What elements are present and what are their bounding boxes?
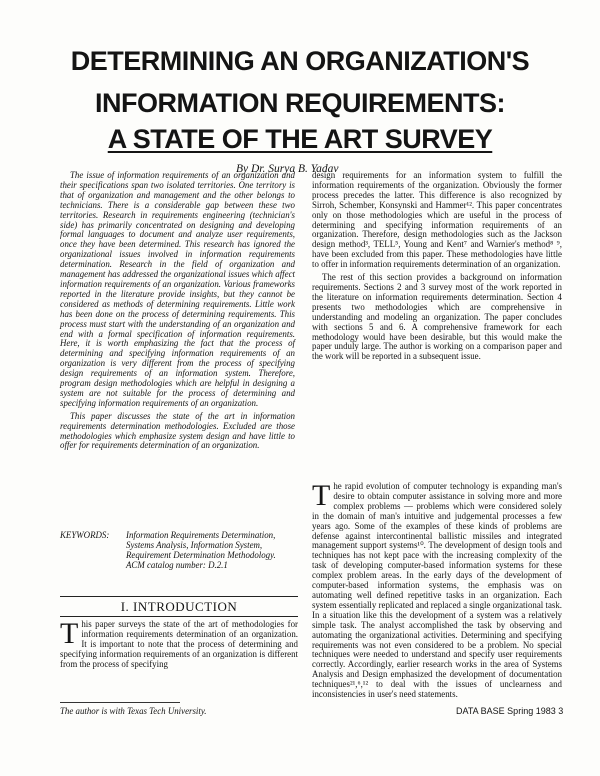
title-line-1: DETERMINING AN ORGANIZATION'S xyxy=(70,46,530,76)
author-byline: By Dr. Surya B. Yadav xyxy=(236,163,339,175)
page-footer: DATA BASE Spring 1983 3 xyxy=(456,706,564,716)
introduction-paragraph-1 xyxy=(60,617,298,670)
right-column-lower xyxy=(312,479,562,703)
right-paragraph-3 xyxy=(312,479,562,700)
acm-catalog-number: ACM catalog number: D.2.1 xyxy=(126,559,228,570)
title-line-3: A STATE OF THE ART SURVEY xyxy=(107,124,493,154)
drop-cap: T xyxy=(312,479,331,512)
keywords-label: KEYWORDS: xyxy=(60,530,110,540)
introduction-paragraph-1-text: his paper surveys the state of the art of methodologies for information requirements determination of an organization. It is important to note that the process of determining and specifying information requirements of an organization is different from the process of specifying xyxy=(60,619,298,669)
title-line-2: INFORMATION REQUIREMENTS: xyxy=(95,88,505,118)
introduction-text xyxy=(60,617,298,673)
abstract-paragraph-1: The issue of information requirements of an organization and their specifications span two isolated territories. One territory is that of organization and management and the other belongs to technicians. There is a considerable gap between these two territories. Research in requirements engineering (technician's side) has primarily concentrated on designing and developing formal languages to document and analyze user requirements, once they have been determined. This research has ignored the organizational issues involved in information requirements determination. Research in the field of organization and management has addressed the organizational issues which affect information requirements of an organization. Various frameworks reported in the literature provide insights, but they cannot be considered as methods of determining requirements. Little work has been done on the process of determining requirements. This process must start with the understanding of an organization and end with a formal specification of information requirements. Here, it is worth emphasizing the fact that the process of determining and specifying information requirements of an organization is very different from the process of specifying design requirements of an information system. Therefore, program design methodologies which are helpful in designing a system are not suitable for the process of determining and specifying information requirements of an organization. xyxy=(60,170,295,408)
abstract xyxy=(60,171,295,454)
right-paragraph-3-text: he rapid evolution of computer technology is expanding man's desire to obtain computer assistance in solving more and more complex problems — problems which were considered solely in the domain of man's intuitive and judgemental processes a few years ago. Some of the examples of these kinds of problems are defense against intercontinental ballistic missiles and integrated management support systems¹⁰. The development of design tools and techniques has not kept pace with the increasing complexity of the task of developing computer-based information systems for these complex problem areas. In the early days of the development of computer-based information systems, the emphasis was on automating well defined repetitive tasks in an organization. Each system essentially replicated and replaced a single organizational task. In a situation like this the development of a system was a relatively simple task. The analyst accomplished the task by observing and automating the organizational activities. Determining and specifying requirements was not even considered to be a problem. No special techniques were needed to understand and specify user requirements correctly. Accordingly, earlier research works in the area of Systems Analysis and Design emphasized the development of documentation techniques²¹,⁶,¹² to deal with the issues of unclearness and inconsistencies in user's need statements. xyxy=(312,481,562,700)
footnote: The author is with Texas Tech University. xyxy=(60,706,207,716)
right-paragraph-2: The rest of this section provides a background on information requirements. Sections 2 and 3 survey most of the work reported in the literature on information requirements determination. Section 4 presents two methodologies which are comprehensive in understanding and modeling an organization. The paper concludes with sections 5 and 6. A comprehensive framework for each methodology would have been desirable, but this would make the paper unduly large. The author is working on a comparison paper and the work will be reported in a subsequent issue. xyxy=(312,272,562,362)
keywords-list: Information Requirements Determination, Systems Analysis, Information System, Requirement Determination Methodology. xyxy=(126,530,276,560)
right-column-upper xyxy=(312,171,562,365)
footnote-rule xyxy=(60,702,180,703)
section-heading-introduction: I. INTRODUCTION xyxy=(60,596,298,617)
abstract-paragraph-2: This paper discusses the state of the art in information requirements determination methodologies. Excluded are those methodologies which emphasize system design and have little to offer for requirements determination of an organization. xyxy=(60,410,295,451)
right-paragraph-1: design requirements for an information system to fulfill the information requirements of the organization. Obviously the former process precedes the latter. This difference is also recognized by Sirroh, Schember, Konsynski and Hammer¹². This paper concentrates only on those methodologies which are useful in the process of determining and specifying information requirements of an organization. Therefore, design methodologies such as the Jackson design method³, TELL⁵, Young and Kent⁷ and Warnier's method⁸ ⁹, have been excluded from this paper. These methodologies have little to offer in information requirements determination of an organization. xyxy=(312,170,562,270)
drop-cap: T xyxy=(60,617,79,650)
keywords-body xyxy=(126,531,294,571)
